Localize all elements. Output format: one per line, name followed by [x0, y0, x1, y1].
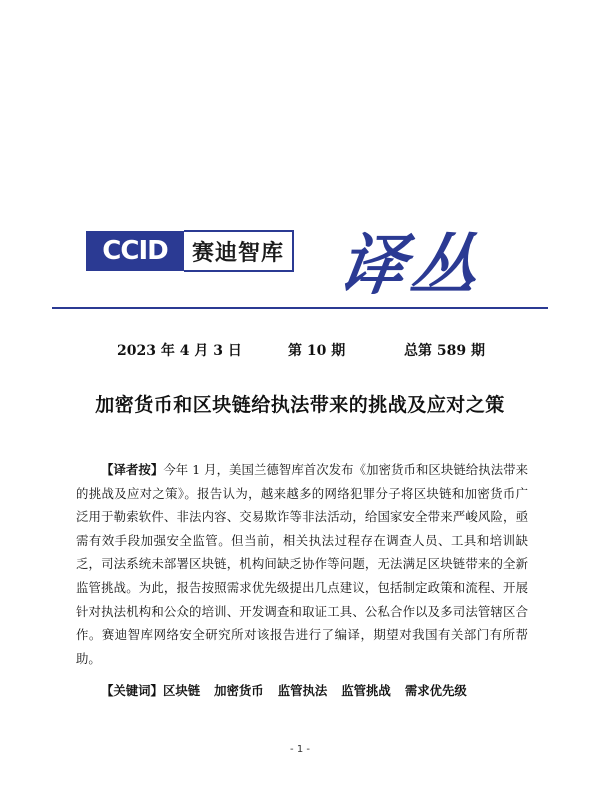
keyword: 监管挑战 [341, 683, 391, 698]
ccid-logo [86, 230, 294, 272]
header-divider [52, 307, 548, 309]
keywords-line [101, 681, 541, 699]
article-title: 加密货币和区块链给执法带来的挑战及应对之策 [95, 394, 505, 416]
logo-ccid-text: CCID [86, 231, 184, 271]
keyword: 需求优先级 [404, 683, 467, 698]
note-text: 今年 1 月，美国兰德智库首次发布《加密货币和区块链给执法带来的挑战及应对之策》。报告认为，越来越多的网络犯罪分子将区块链和加密货币广泛用于勒索软件、非法内容、交易欺诈等非法活动，给国家安全带来严峻风险，亟需有效手段加强安全监管。但当前，相关执法过程存在调查人员、工具和培训缺乏，司法系统未部署区块链，机构间缺乏协作等问题，无法满足区块链带来的全新监管挑战。为此，报告按照需求优先级提出几点建议，包括制定政策和流程、开展针对执法机构和公众的培训、开发调查和取证工具、公私合作以及多司法管辖区合作。赛迪智库网络安全研究所对该报告进行了编译，期望对我国有关部门有所帮助。 [76, 462, 529, 666]
keyword: 监管执法 [277, 683, 328, 698]
note-label: 【译者按】 [101, 462, 164, 477]
logo-cn-text: 赛迪智库 [184, 230, 294, 272]
issue-total: 总第 589 期 [404, 343, 485, 359]
translator-note [76, 458, 528, 670]
keywords-label: 【关键词】 [101, 683, 163, 698]
calligraphy-title: 译丛 [333, 226, 489, 304]
issue-date: 2023 年 4 月 3 日 [117, 343, 242, 359]
keyword: 区块链 [162, 683, 201, 698]
issue-number: 第 10 期 [288, 343, 346, 359]
keyword: 加密货币 [214, 683, 264, 698]
page-number: - 1 - [290, 744, 310, 755]
